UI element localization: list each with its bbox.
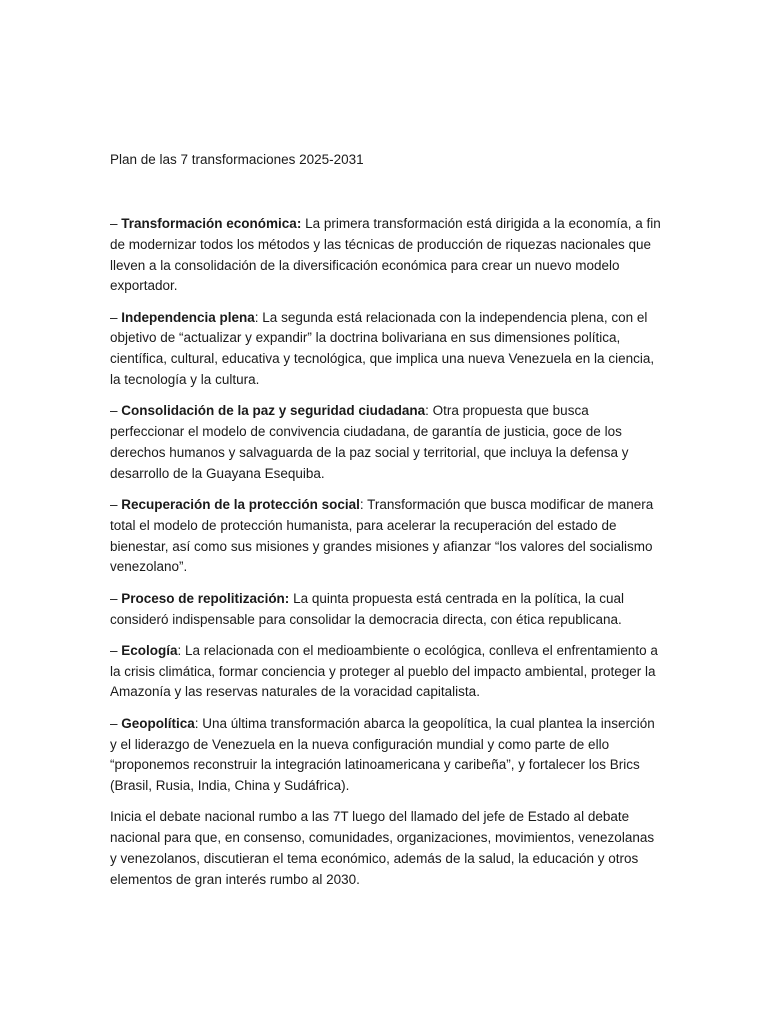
paragraph-closing: Inicia el debate nacional rumbo a las 7T luego del llamado del jefe de Estado al debate nacional para que, en consenso, comunidades, organizaciones, movimientos, venezolanas y venezolanos, discutieran el tema económico, además de la salud, la educación y otros elementos de gran interés rumbo al 2030. — [110, 809, 655, 887]
paragraph-consolidacion-paz — [110, 401, 662, 484]
item-body: : Una última transformación abarca la geopolítica, la cual plantea la inserción y el liderazgo de Venezuela en la nueva configuración mundial y como parte de ello “proponemos reconstruir la integración latinoamericana y caribeña”, y fortalecer los Brics (Brasil, Rusia, India, China y Sudáfrica). — [110, 715, 655, 794]
item-body: La quinta propuesta está centrada en la política, la cual consideró indispensable para consolidar la democracia directa, con ética republicana. — [110, 590, 625, 627]
item-heading: Geopolítica — [121, 715, 195, 731]
item-body: La primera transformación está dirigida a la economía, a fin de modernizar todos los métodos y las técnicas de producción de riquezas nacionales que lleven a la consolidación de la diversificación económica para crear un nuevo modelo exportador. — [110, 216, 661, 294]
paragraph-transformacion-economica — [110, 214, 662, 297]
item-dash: – — [110, 403, 122, 419]
paragraph-repolitizacion — [110, 589, 662, 631]
item-heading: Recuperación de la protección social — [121, 497, 360, 513]
paragraph-geopolitica — [110, 714, 662, 797]
paragraph-proteccion-social — [110, 495, 662, 578]
item-dash: – — [110, 216, 122, 231]
item-dash: – — [110, 309, 122, 325]
document-page — [110, 150, 662, 901]
item-dash: – — [110, 715, 122, 731]
item-dash: – — [110, 642, 122, 658]
item-heading: Proceso de repolitización: — [121, 590, 290, 606]
paragraph-independencia-plena — [110, 308, 662, 391]
item-heading: Consolidación de la paz y seguridad ciudadana — [121, 403, 426, 419]
item-body: : Transformación que busca modificar de manera total el modelo de protección humanista, para acelerar la recuperación del estado de bienestar, así como sus misiones y grandes misiones y afianzar “los valores del socialismo venezolano”. — [110, 497, 654, 575]
item-heading: Independencia plena — [121, 309, 255, 325]
document-title: Plan de las 7 transformaciones 2025-2031 — [110, 152, 364, 167]
item-dash: – — [110, 497, 122, 513]
item-heading: Transformación económica: — [121, 216, 302, 231]
item-body: : Otra propuesta que busca perfeccionar el modelo de convivencia ciudadana, de garantía de justicia, goce de los derechos humanos y salvaguarda de la paz social y territorial, que incluya la defensa y desarrollo de la Guayana Esequiba. — [110, 403, 629, 481]
item-heading: Ecología — [121, 642, 178, 658]
item-dash: – — [110, 590, 122, 606]
item-body: : La segunda está relacionada con la independencia plena, con el objetivo de “actualizar y expandir” la doctrina bolivariana en sus dimensiones política, científica, cultural, educativa y tecnológica, que implica una nueva Venezuela en la ciencia, la tecnología y la cultura. — [110, 309, 655, 388]
paragraph-ecologia — [110, 641, 662, 703]
item-body: : La relacionada con el medioambiente o ecológica, conlleva el enfrentamiento a la crisis climática, formar conciencia y proteger al pueblo del impacto ambiental, proteger la Amazonía y las reservas naturales de la voracidad capitalista. — [110, 642, 658, 700]
